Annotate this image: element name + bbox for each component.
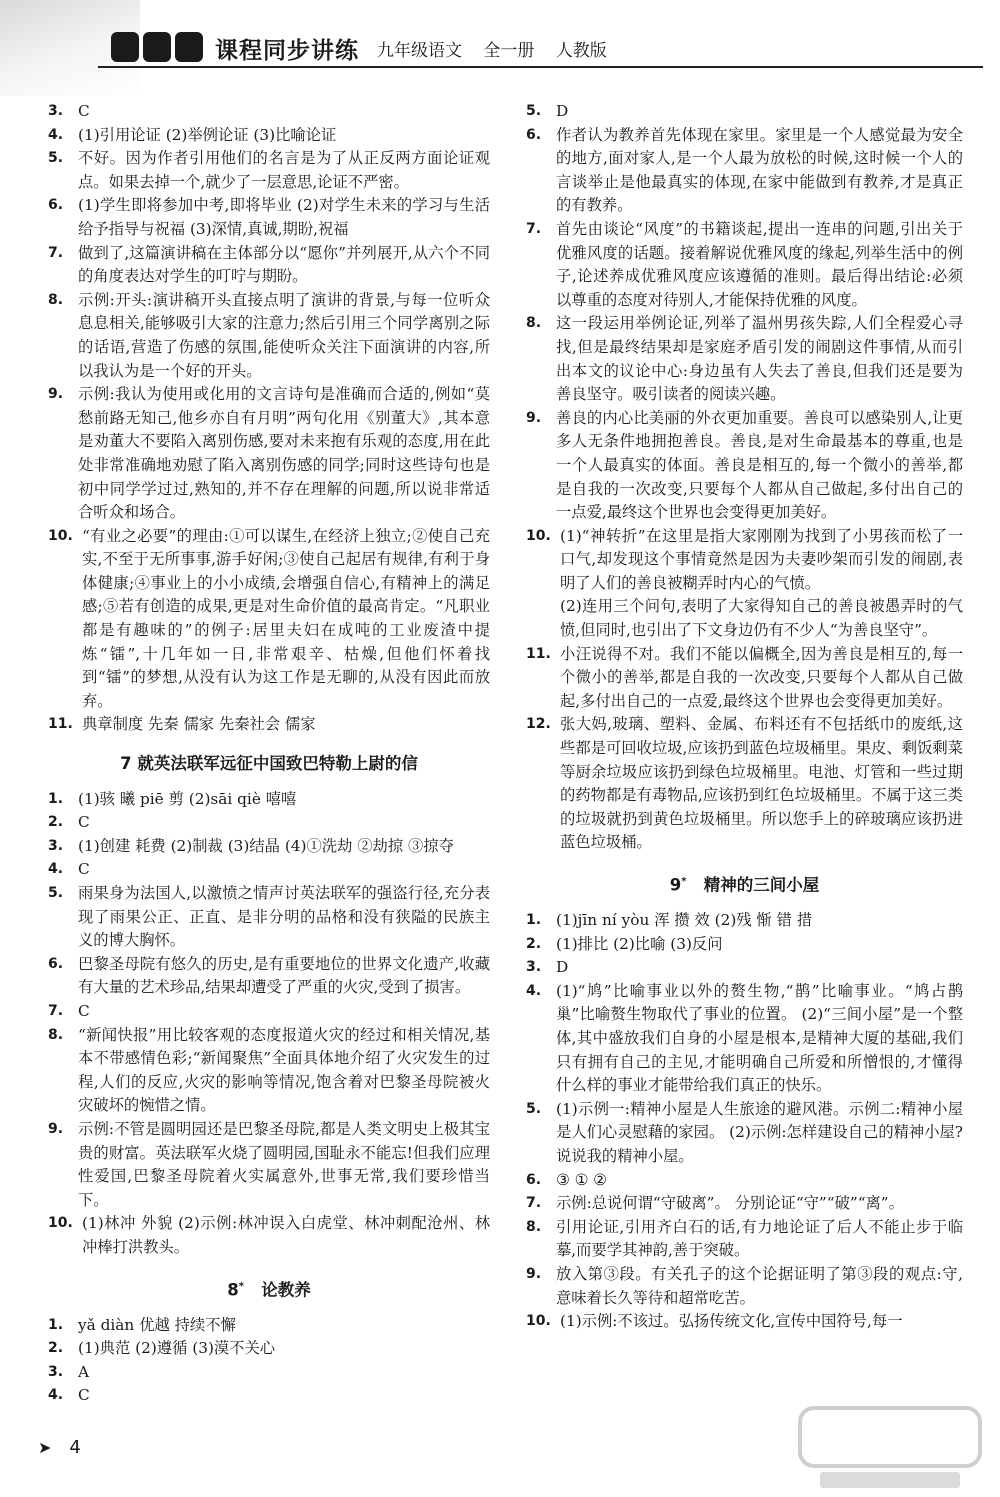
- book-info: [377, 36, 623, 61]
- arrow-icon: ➤: [38, 1438, 52, 1457]
- brand-logo: [110, 30, 205, 64]
- answer-item: 10. “有业之必要”的理由:①可以谋生,在经济上独立;②使自己充实,不至于无所事事,游手好闲;③使自己起居有规律,有利于身体健康;④事业上的小小成绩,会增强自信心,有精神上的满足感;⑤若有创造的成果,更是对生命价值的最高肯定。“凡职业都是有趣味的”的例子:居里夫妇在成吨的工业废渣中提炼“镭”,十几年如一日,非常艰辛、枯燥,但他们怀着找到“镭”的梦想,从没有认为这工作是无聊的,从没有因此而放弃。: [48, 526, 490, 710]
- answer-item: 3. (1)创建 耗费 (2)制裁 (3)结晶 (4)①洗劫 ②劫掠 ③掠夺: [48, 836, 454, 855]
- section-title: 7 就英法联军远征中国致巴特勒上尉的信: [120, 754, 418, 774]
- answer-item: 9. 示例:不管是圆明园还是巴黎圣母院,都是人类文明史上极其宝贵的财富。英法联军火烧了圆明园,国耻永不能忘!但我们应理性爱国,巴黎圣母院着火实属意外,世事无常,我们要珍惜当下。: [48, 1119, 490, 1209]
- answer-item: 3. A: [48, 1362, 90, 1381]
- answer-item: 1. (1)骇 曦 piē 剪 (2)sāi qiè 嘻嘻: [48, 789, 297, 808]
- section-number: 8: [227, 1280, 239, 1299]
- answer-item: 6. ③ ① ②: [526, 1170, 607, 1189]
- section-title: [526, 870, 963, 897]
- page-footer: [38, 1437, 81, 1458]
- answer-item: 11. 小汪说得不对。我们不能以偏概全,因为善良是相互的,每一个微小的善举,都是自我的一次改变,只要每个人都从自己做起,多付出自己的一点爱,最终这个世界也会变得更加美好。: [526, 644, 963, 710]
- section-number: 9: [669, 875, 682, 895]
- optional-mark: *: [238, 1280, 244, 1292]
- answer-item: 9. 放入第③段。有关孔子的这个论据证明了第③段的观点:守,意味着长久等待和超常吃苦。: [526, 1265, 963, 1307]
- answer-item: 2. C: [48, 813, 90, 832]
- answer-item: 8. 这一段运用举例论证,列举了温州男孩失踪,人们全程爱心寻找,但是最终结果却是家庭矛盾引发的闹剧这件事情,从而引出本文的议论中心:身边虽有人失去了善良,但我们还是要为善良坚守。吸引读者的阅读兴趣。: [526, 314, 963, 404]
- answer-item: 7. 首先由谈论“风度”的书籍谈起,提出一连串的问题,引出关于优雅风度的话题。接着解说优雅风度的缘起,列举生活中的例子,论述养成优雅风度应该遵循的准则。最后得出结论:必须以尊重的态度对待别人,才能保持优雅的风度。: [526, 219, 963, 309]
- grade-subject: 九年级语文: [377, 41, 462, 61]
- answer-item: 7. 做到了,这篇演讲稿在主体部分以“愿你”并列展开,从六个不同的角度表达对学生的叮咛与期盼。: [48, 243, 490, 286]
- answer-item: 6. 作者认为教养首先体现在家里。家里是一个人感觉最为安全的地方,面对家人,是一个人最为放松的时候,这时候一个人的言谈举止是他最真实的体现,在家中能做到有教养,才是真正的有教养。: [526, 125, 963, 215]
- section-title-text: 精神的三间小屋: [703, 875, 820, 895]
- answer-item: 11. 典章制度 先秦 儒家 先秦社会 儒家: [48, 715, 316, 734]
- answer-item: 2. (1)排比 (2)比喻 (3)反问: [526, 934, 723, 953]
- answer-item: 4. (1)“鸠”比喻事业以外的赘生物,“鹊”比喻事业。“鸠占鹊巢”比喻赘生物取代了事业的位置。 (2)“三间小屋”是一个整体,其中盛放我们自身的小屋是根本,是精神大厦的基础,我们只有拥有自己的主见,才能明确自己所爱和所憎恨的,才懂得什么样的事业才能带给我们真正的快乐。: [526, 981, 963, 1095]
- answer-item: 4. C: [48, 1386, 90, 1405]
- answer-item: 7. C: [48, 1001, 90, 1020]
- volume: 全一册: [483, 41, 535, 61]
- answer-item: 8. “新闻快报”用比较客观的态度报道火灾的经过和相关情况,基本不带感情色彩;“新闻聚焦”全面具体地介绍了火灾发生的过程,人们的反应,火灾的影响等情况,饱含着对巴黎圣母院被火灾破坏的惋惜之情。: [48, 1025, 490, 1115]
- header-rule: [98, 66, 983, 68]
- answer-item: 10. (1)示例:不该过。弘扬传统文化,宣传中国符号,每一: [526, 1312, 903, 1331]
- optional-mark: *: [681, 876, 687, 887]
- answer-item: 6. (1)学生即将参加中考,即将毕业 (2)对学生未来的学习与生活给予指导与祝福 (3)深情,真诚,期盼,祝福: [48, 196, 490, 238]
- page-header: [0, 0, 1000, 96]
- answer-item: 5. 不好。因为作者引用他们的名言是为了从正反两方面论证观点。如果去掉一个,就少了一层意思,论证不严密。: [48, 149, 490, 191]
- answer-item: 1. (1)jīn ní yòu 浑 攒 效 (2)残 惭 错 措: [526, 911, 813, 930]
- answer-item: 5. (1)示例一:精神小屋是人生旅途的避风港。示例二:精神小屋是人们心灵慰藉的家园。 (2)示例:怎样建设自己的精神小屋? 说说我的精神小屋。: [526, 1099, 964, 1166]
- series-title: 课程同步讲练: [215, 38, 359, 64]
- left-column: [48, 100, 490, 1408]
- answer-item: 1. yǎ diàn 优越 持续不懈: [48, 1315, 236, 1334]
- answer-item: 7. 示例:总说何谓“守破离”。 分别论证“守”“破”“离”。: [526, 1194, 904, 1213]
- answer-item: 4. (1)引用论证 (2)举例论证 (3)比喻论证: [48, 125, 337, 144]
- answer-item: 12. 张大妈,玻璃、塑料、金属、布料还有不包括纸巾的废纸,这些都是可回收垃圾,应该扔到蓝色垃圾桶里。果皮、剩饭剩菜等厨余垃圾应该扔到绿色垃圾桶里。电池、灯管和一些过期的药物都是有毒物品,应该扔到红色垃圾桶里。不属于这三类的垃圾就扔到黄色垃圾桶里。所以您手上的碎玻璃应该扔进蓝色垃圾桶。: [526, 715, 963, 852]
- answer-item: 4. C: [48, 860, 90, 879]
- section-title-text: 论教养: [261, 1280, 311, 1299]
- edition: 人教版: [555, 41, 607, 61]
- answer-item: 9. 善良的内心比美丽的外衣更加重要。善良可以感染别人,让更多人无条件地拥抱善良。善良,是对生命最基本的尊重,也是一个人最真实的体面。善良是相互的,每一个微小的善举,都是自我的一次改变,只要每个人都从自己做起,多付出自己的一点爱,最终这个世界也会变得更加美好。: [526, 408, 963, 522]
- right-column: [526, 100, 963, 1334]
- answer-item: 9. 示例:我认为使用或化用的文言诗句是准确而合适的,例如“莫愁前路无知己,他乡亦自有月明”两句化用《别董大》,其本意是劝董大不要陷入离别伤感,要对未来抱有乐观的态度,用在此处非常准确地劝慰了陷入离别伤感的同学;同时这些诗句也是初中同学学过过,熟知的,并不存在理解的问题,所以说非常适合听众和场合。: [48, 385, 490, 522]
- page-number: 4: [69, 1437, 81, 1458]
- answer-item: 6. 巴黎圣母院有悠久的历史,是有重要地位的世界文化遗产,收藏有大量的艺术珍品,结果却遭受了严重的火灾,受到了损害。: [48, 954, 490, 997]
- answer-item: 10. (1)林冲 外貌 (2)示例:林冲误入白虎堂、林冲刺配沧州、林冲棒打洪教头。: [48, 1214, 490, 1256]
- answer-item: 5. 雨果身为法国人,以激愤之情声讨英法联军的强盗行径,充分表现了雨果公正、正直、是非分明的品格和没有狭隘的民族主义的博大胸怀。: [48, 884, 490, 950]
- answer-item: 5. D: [526, 102, 569, 120]
- answer-item: 8. 引用论证,引用齐白石的话,有力地论证了后人不能止步于临摹,而要学其神韵,善于突破。: [526, 1217, 963, 1260]
- section-title: [48, 1275, 490, 1302]
- watermark-logo: [790, 1400, 990, 1495]
- answer-item: 3. D: [526, 958, 569, 977]
- answer-item: 3. C: [48, 102, 90, 120]
- answer-item: 8. 示例:开头:演讲稿开头直接点明了演讲的背景,与每一位听众息息相关,能够吸引大家的注意力;然后引用三个同学离别之际的话语,营造了伤感的氛围,能使听众关注下面演讲的内容,所以我认为是一个好的开头。: [48, 290, 490, 380]
- answer-item: 2. (1)典范 (2)遵循 (3)漠不关心: [48, 1339, 276, 1358]
- answer-item: 10. (1)“神转折”在这里是指大家刚刚为找到了小男孩而松了一口气,却发现这个事情竟然是因为夫妻吵架而引发的闹剧,表明了人们的善良被糊弄时内心的气愤。 (2)连用三个问句,表明了大家得知自己的善良被愚弄时的气愤,但同时,也引出了下文身边仍有不少人“为善良坚守”。: [526, 526, 963, 640]
